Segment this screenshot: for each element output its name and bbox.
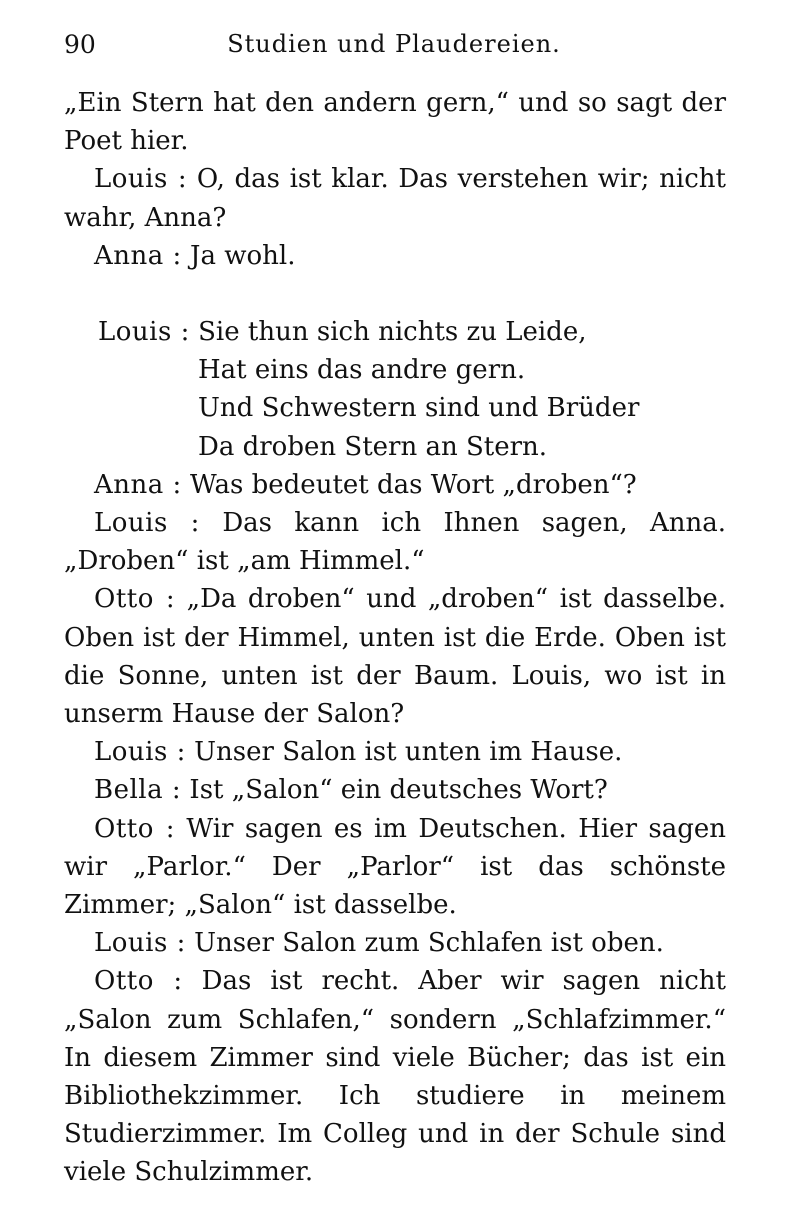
dialogue-text: O, das ist klar. Das verstehen wir; nicht wahr, Anna?: [64, 164, 726, 233]
verse-line: Da droben Stern an Stern.: [198, 431, 548, 462]
paragraph: [64, 84, 726, 160]
stanza-spacer: [64, 275, 726, 313]
dialogue-text: Das ist recht. Aber wir sagen nicht „Salon zum Schlafen,“ sondern „Schlafzimmer.“ In diesem Zimmer sind viele Bücher; das ist ein Bibliothekzimmer. Ich studiere in meinem Studierzimmer. Im Colleg und in der Schule sind viele Schulzimmer.: [64, 966, 727, 1188]
speaker-label: Louis :: [98, 317, 190, 348]
dialogue-line: [64, 962, 726, 1191]
running-title: Studien und Plaudereien.: [227, 30, 561, 58]
speaker-label: Bella :: [94, 775, 182, 806]
dialogue-line: [64, 237, 726, 275]
speaker-label: Louis :: [94, 508, 200, 539]
dialogue-line: [64, 924, 726, 962]
dialogue-text: Das kann ich Ihnen sagen, Anna. „Droben“ ist „am Himmel.“: [64, 508, 726, 577]
dialogue-text: Was bedeutet das Wort „droben“?: [181, 469, 637, 500]
dialogue-text: „Da droben“ und „droben“ ist dasselbe. Oben ist der Himmel, unten ist die Erde. Oben ist die Sonne, unten ist der Baum. Louis, wo ist in unserm Hause der Salon?: [64, 584, 727, 730]
speaker-label: Otto :: [94, 584, 176, 615]
speaker-label: Anna :: [94, 240, 182, 271]
verse-line: Hat eins das andre gern.: [198, 355, 526, 386]
dialogue-text: Ist „Salon“ ein deutsches Wort?: [181, 775, 608, 806]
speaker-label: Louis :: [94, 737, 186, 768]
dialogue-line: [64, 466, 726, 504]
speaker-label: Louis :: [94, 164, 188, 195]
dialogue-line: [64, 504, 726, 580]
dialogue-text: „Ein Stern hat den andern gern,“ und so sagt der Poet hier.: [64, 88, 726, 157]
dialogue-line: [64, 771, 726, 809]
speaker-label: Louis :: [94, 928, 186, 959]
dialogue-text: Ja wohl.: [181, 240, 296, 271]
page-number: 90: [64, 30, 96, 59]
dialogue-line: [64, 810, 726, 925]
dialogue-text: Unser Salon zum Schlafen ist oben.: [185, 928, 664, 959]
speaker-label: Otto :: [94, 966, 183, 997]
page-body: [64, 84, 726, 1192]
verse-line: Und Schwestern sind und Brüder: [198, 393, 640, 424]
dialogue-line: [64, 580, 726, 733]
verse-text: Sie thun sich nichts zu Leide,: [198, 317, 587, 348]
page-header: [64, 30, 724, 66]
dialogue-line: [64, 733, 726, 771]
dialogue-text: Unser Salon ist unten im Hause.: [185, 737, 623, 768]
speaker-label: Anna :: [94, 469, 182, 500]
dialogue-text: Wir sagen es im Deutschen. Hier sagen wir „Parlor.“ Der „Parlor“ ist das schönste Zimmer; „Salon“ ist dasselbe.: [64, 813, 727, 921]
dialogue-line: [64, 160, 726, 236]
speaker-label: Otto :: [94, 813, 176, 844]
verse-line: [64, 313, 726, 351]
verse-block: [64, 313, 726, 466]
